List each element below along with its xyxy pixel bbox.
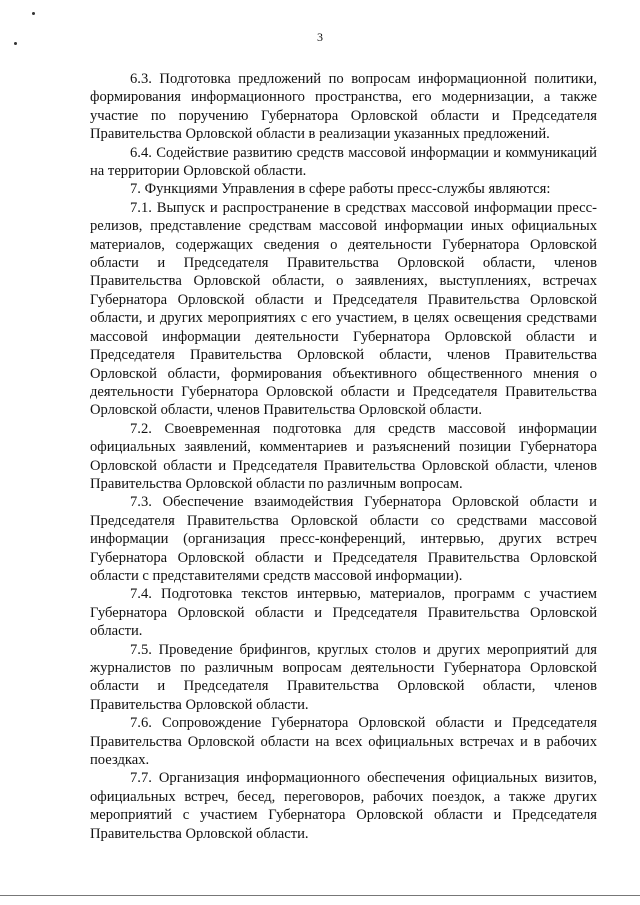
document-body — [90, 70, 597, 843]
paragraph-7-2: 7.2. Своевременная подготовка для средств массовой информации официальных заявлений, комментариев и разъяснений позиции Губернатора Орловской области и Председателя Правительства Орловской области, членов Правительства Орловской области по различным вопросам. — [90, 420, 597, 492]
paragraph-7-6: 7.6. Сопровождение Губернатора Орловской области и Председателя Правительства Орловской области на всех официальных встречах и в рабочих поездках. — [90, 715, 597, 769]
paragraph-6-4: 6.4. Содействие развитию средств массовой информации и коммуникаций на территории Орловской области. — [90, 144, 597, 180]
paragraph-7-1: 7.1. Выпуск и распространение в средствах массовой информации пресс-релизов, представление средствам массовой информации иных официальных материалов, содержащих сведения о деятельности Губернатора Орловской области и Председателя Правительства Орловской области, членов Правительства Орловской области, о заявлениях, выступлениях, встречах Губернатора Орловской области и Председателя Правительства Орловской области, и других мероприятиях с его участием, в целях освещения средствами массовой информации деятельности Губернатора Орловской области и Председателя Правительства Орловской области, членов Правительства Орловской области, формирования объективного общественного мнения о деятельности Губернатора Орловской области и Председателя Правительства Орловской области, членов Правительства Орловской области. — [90, 199, 597, 419]
paragraph-7: 7. Функциями Управления в сфере работы пресс-службы являются: — [130, 181, 551, 198]
paragraph-6-3: 6.3. Подготовка предложений по вопросам информационной политики, формирования информационного пространства, его модернизации, а также участие по поручению Губернатора Орловской области и Председателя Правительства Орловской области в реализации указанных предложений. — [90, 71, 597, 143]
paragraph-7-5: 7.5. Проведение брифингов, круглых столов и других мероприятий для журналистов по различным вопросам деятельности Губернатора Орловской области и Председателя Правительства Орловской области, членов Правительства Орловской области. — [90, 641, 597, 713]
paragraph-7-7: 7.7. Организация информационного обеспечения официальных визитов, официальных встреч, бесед, переговоров, рабочих поездок, а также других мероприятий с участием Губернатора Орловской области и Председателя Правительства Орловской области. — [90, 770, 597, 842]
paragraph-7-4: 7.4. Подготовка текстов интервью, материалов, программ с участием Губернатора Орловской области и Председателя Правительства Орловской области. — [90, 586, 597, 640]
scan-speck — [32, 12, 35, 15]
page-number: 3 — [317, 30, 323, 44]
paragraph-7-3: 7.3. Обеспечение взаимодействия Губернатора Орловской области и Председателя Правительства Орловской области со средствами массовой информации (организация пресс-конференций, интервью, других встреч Губернатора Орловской области и Председателя Правительства Орловской области с представителями средств массовой информации). — [90, 494, 597, 584]
page-edge-line — [0, 895, 640, 896]
